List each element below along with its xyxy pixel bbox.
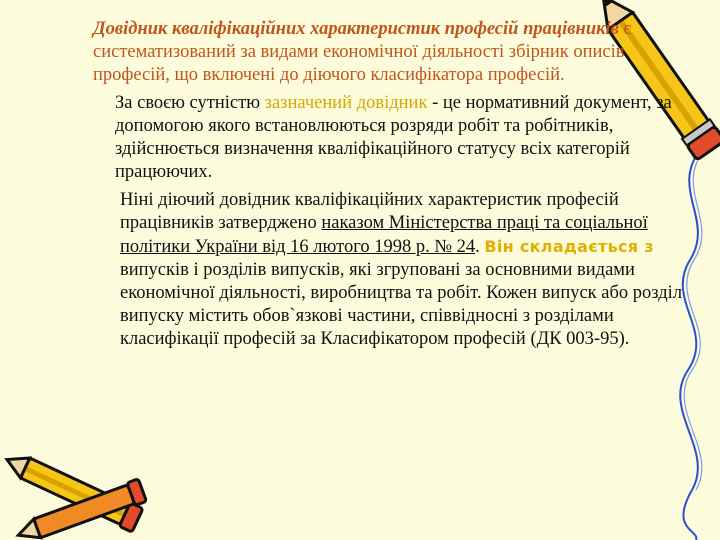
paragraph-current xyxy=(93,189,685,351)
paragraph-definition xyxy=(93,18,685,87)
slide-text xyxy=(93,18,685,356)
essence-text: - це нормативний документ, за допомогою якого встановлюються розряди робіт та робітників, здійснюється визначення кваліфікаційного статусу всіх категорій працюючих. xyxy=(115,93,672,182)
definition-text: є систематизований за видами економічної діяльності збірник описів професій, що включені до діючого класифікатора професій. xyxy=(93,19,632,85)
current-text: випусків і розділів випусків, які згруповані за основними видами економічної діяльності, виробництва та робіт. Кожен випуск або розділ випуску містить обов`язкові частини, співвідносні з розділами класифікації професій за Класифікатором професій (ДК 003-95). xyxy=(120,260,683,349)
pencils-icon xyxy=(0,440,160,540)
essence-term: зазначений довідник xyxy=(264,93,428,113)
term-title: Довідник кваліфікаційних характеристик професій працівників xyxy=(93,19,619,39)
paragraph-essence xyxy=(93,92,685,184)
essence-start: За своєю сутністю xyxy=(115,93,265,113)
order-link[interactable]: наказом Міністерства праці та соціальної політики України від 16 лютого 1998 р. № 24 xyxy=(120,213,648,257)
composition-term: Він складається з xyxy=(484,237,654,256)
current-start: Ніні діючий довідник кваліфікаційних характеристик професій працівників затверджено xyxy=(120,190,619,233)
current-dot: . xyxy=(475,237,485,257)
